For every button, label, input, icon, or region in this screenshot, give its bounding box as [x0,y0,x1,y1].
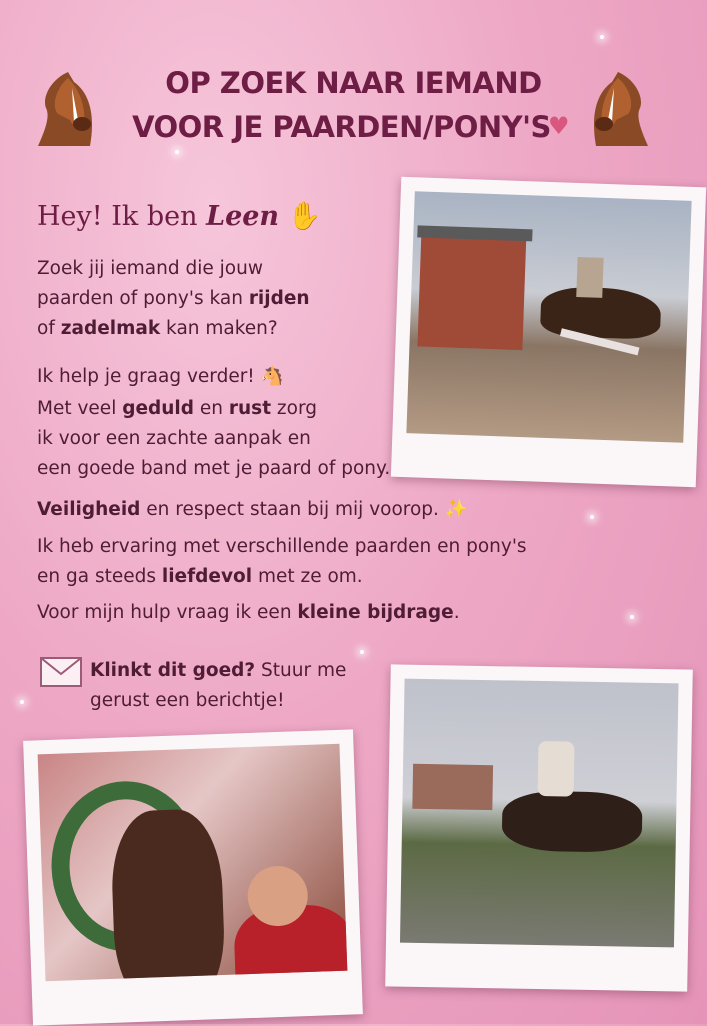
sparkle [175,150,179,154]
text: . [453,602,460,623]
body-line [37,458,390,479]
body-line [37,428,311,449]
text: en ga steeds [37,566,162,587]
envelope-icon [40,657,82,687]
sparkle [20,700,24,704]
text: Met veel [37,398,123,419]
photo-riding [385,664,693,991]
raised-hand-icon: ✋ [287,201,322,232]
body-line [37,365,284,387]
text: Ik heb ervaring met verschillende paarden en pony's [37,536,527,557]
contact-line-2: gerust een berichtje! [90,690,285,711]
body-line [37,566,363,587]
text: ik voor een zachte aanpak en [37,428,311,449]
sparkles-icon: ✨ [444,499,468,520]
sparkle [630,615,634,619]
body-line [37,536,527,557]
body-line [37,498,468,520]
bold-text: liefdevol [161,566,253,587]
text: een goede band met je paard of pony. [37,458,391,479]
text: paarden of pony's kan [37,288,249,309]
bold-text: geduld [122,398,195,419]
name: Leen [206,201,280,232]
body-line [37,318,278,339]
text: Voor mijn hulp vraag ik een [37,602,298,623]
photo-jumping [391,177,706,487]
bold-text: Veiligheid [37,499,141,520]
text: met ze om. [252,566,363,587]
text: kan maken? [160,318,278,339]
contact-line-1 [90,660,346,681]
text: en [194,398,229,419]
title-line-1: OP ZOEK NAAR IEMAND [165,66,542,100]
sparkle [590,515,594,519]
heart-icon: ♥ [548,112,570,140]
text: Ik help je graag verder! [37,366,255,387]
bold-text: Klinkt dit goed? [90,660,256,681]
bold-text: rust [228,398,272,419]
body-line [37,258,263,279]
title-line-2: VOOR JE PAARDEN/PONY'S [132,110,551,144]
text: zorg [271,398,317,419]
body-line [37,288,310,309]
text: Zoek jij iemand die jouw [37,258,263,279]
sparkle [360,650,364,654]
text: of [37,318,61,339]
bold-text: kleine bijdrage [297,602,454,623]
body-line [37,398,317,419]
greeting [37,200,321,232]
bold-text: zadelmak [60,318,161,339]
photo-christmas [23,729,363,1025]
sparkle [600,35,604,39]
greeting-text: Hey! Ik ben [37,201,198,232]
text: en respect staan bij mij voorop. [140,499,439,520]
body-line [37,602,460,623]
text: Stuur me [255,660,347,681]
horse-face-icon: 🐴 [260,366,284,387]
bold-text: rijden [248,288,310,309]
